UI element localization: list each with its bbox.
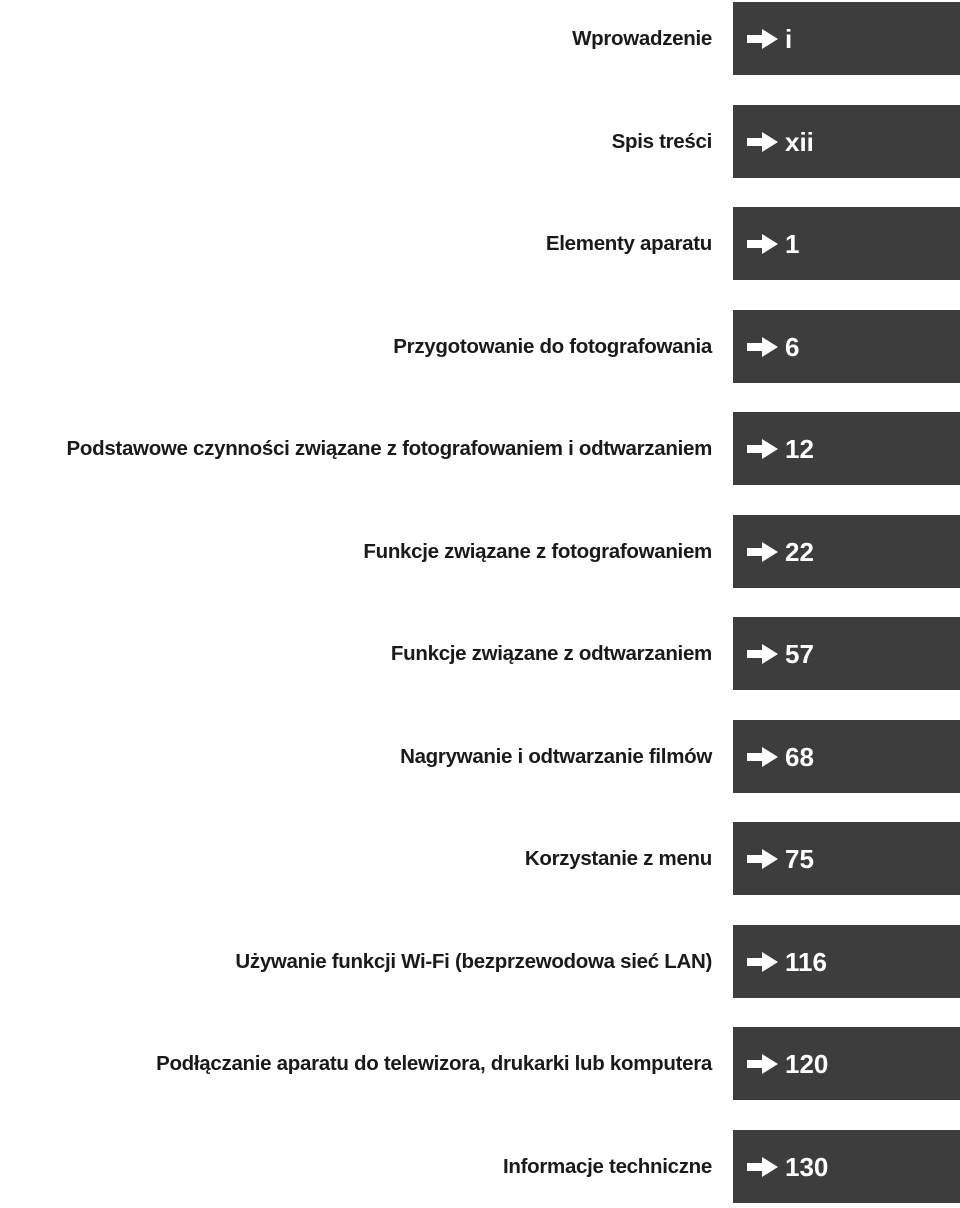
right-arrow-icon	[747, 234, 778, 254]
toc-label[interactable]: Funkcje związane z odtwarzaniem	[390, 642, 712, 665]
toc-page-number: i	[785, 23, 793, 54]
toc-page-tab[interactable]	[733, 1130, 960, 1203]
toc-page-tab[interactable]	[733, 310, 960, 383]
toc-page-tab[interactable]	[733, 925, 960, 998]
toc-label[interactable]: Elementy aparatu	[545, 232, 712, 255]
toc-page-tab[interactable]	[733, 412, 960, 485]
toc-label[interactable]: Przygotowanie do fotografowania	[393, 335, 712, 358]
right-arrow-icon	[747, 747, 778, 767]
toc-page-tab[interactable]	[733, 515, 960, 588]
toc-row-funkcje-fotografowanie[interactable]	[0, 515, 960, 588]
toc-page-tab[interactable]	[733, 617, 960, 690]
toc-row-wprowadzenie[interactable]	[0, 2, 960, 75]
toc-label[interactable]: Korzystanie z menu	[524, 847, 712, 870]
toc-page-tab[interactable]	[733, 822, 960, 895]
right-arrow-icon	[747, 337, 778, 357]
toc-page-number: 6	[785, 331, 800, 362]
right-arrow-icon	[747, 132, 778, 152]
toc-page-number: 22	[785, 536, 814, 567]
right-arrow-icon	[747, 849, 778, 869]
toc-page-number: 68	[785, 741, 814, 772]
toc-page-tab[interactable]	[733, 720, 960, 793]
toc-label[interactable]: Informacje techniczne	[502, 1155, 712, 1178]
toc-row-wifi[interactable]	[0, 925, 960, 998]
toc-label[interactable]: Używanie funkcji Wi-Fi (bezprzewodowa sieć LAN)	[235, 950, 712, 973]
toc-label[interactable]: Podstawowe czynności związane z fotografowaniem i odtwarzaniem	[66, 437, 712, 460]
toc-row-korzystanie-z-menu[interactable]	[0, 822, 960, 895]
toc-page-tab[interactable]	[733, 207, 960, 280]
toc-page-number: 130	[785, 1151, 829, 1182]
right-arrow-icon	[747, 1157, 778, 1177]
toc-page-number: 57	[785, 638, 814, 669]
right-arrow-icon	[747, 952, 778, 972]
toc-row-funkcje-odtwarzanie[interactable]	[0, 617, 960, 690]
toc-row-elementy-aparatu[interactable]	[0, 207, 960, 280]
toc-row-informacje-techniczne[interactable]	[0, 1130, 960, 1203]
toc-row-nagrywanie-filmow[interactable]	[0, 720, 960, 793]
right-arrow-icon	[747, 644, 778, 664]
toc-label[interactable]: Funkcje związane z fotografowaniem	[363, 540, 712, 563]
right-arrow-icon	[747, 1054, 778, 1074]
toc-page-number: xii	[785, 126, 814, 157]
right-arrow-icon	[747, 439, 778, 459]
toc-page-number: 116	[785, 946, 827, 977]
toc-row-spis-tresci[interactable]	[0, 105, 960, 178]
toc-row-podstawowe-czynnosci[interactable]	[0, 412, 960, 485]
toc-row-przygotowanie[interactable]	[0, 310, 960, 383]
toc-label[interactable]: Wprowadzenie	[572, 27, 712, 50]
toc-page-tab[interactable]	[733, 1027, 960, 1100]
toc-label[interactable]: Spis treści	[611, 130, 712, 153]
right-arrow-icon	[747, 542, 778, 562]
toc-page-tab[interactable]	[733, 105, 960, 178]
toc-label[interactable]: Nagrywanie i odtwarzanie filmów	[400, 745, 712, 768]
toc-label[interactable]: Podłączanie aparatu do telewizora, drukarki lub komputera	[156, 1052, 712, 1075]
toc-page-number: 75	[785, 843, 814, 874]
toc-page-tab[interactable]	[733, 2, 960, 75]
toc-page-number: 1	[785, 228, 800, 259]
toc-page-number: 120	[785, 1048, 829, 1079]
toc-page-number: 12	[785, 433, 814, 464]
toc-row-podlaczanie-aparatu[interactable]	[0, 1027, 960, 1100]
right-arrow-icon	[747, 29, 778, 49]
